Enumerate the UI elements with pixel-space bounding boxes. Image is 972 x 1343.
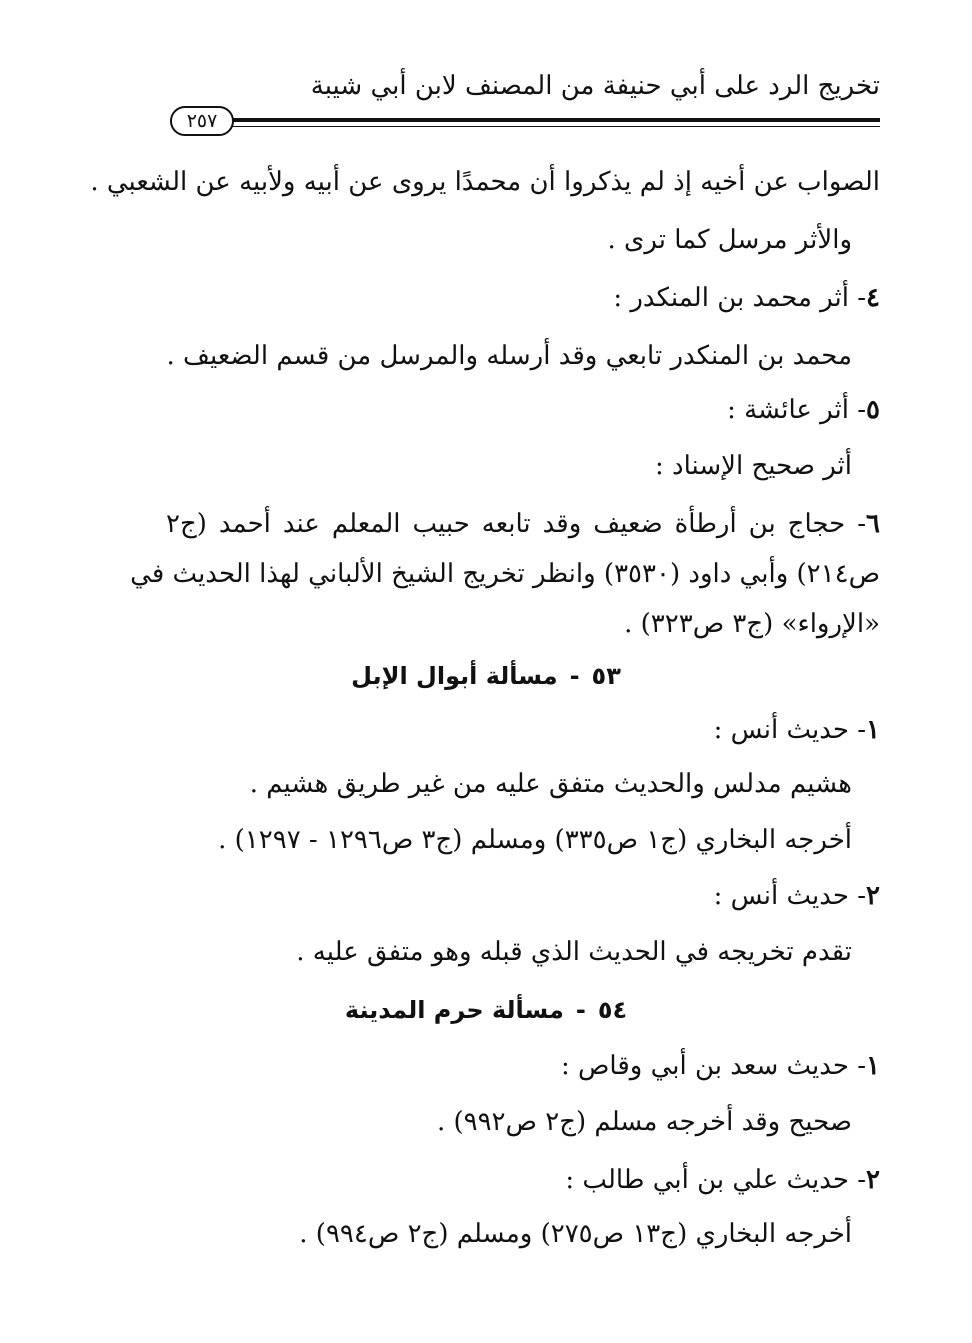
item-text: - حديث أنس : [713, 881, 867, 911]
item-number: ٢ [866, 1165, 880, 1195]
section-separator: - [569, 662, 580, 690]
text-line: تقدم تخريجه في الحديث الذي قبله وهو متفق عليه . [296, 937, 852, 967]
header-rule-thick [232, 118, 880, 122]
running-header: تخريج الرد على أبي حنيفة من المصنف لابن أبي شيبة [310, 71, 880, 101]
item-text: - حجاج بن أرطأة ضعيف وقد تابعه حبيب المعلم عند أحمد (ج٢ [166, 509, 867, 539]
item-text: - حديث علي بن أبي طالب : [565, 1165, 867, 1195]
text-line: محمد بن المنكدر تابعي وقد أرسله والمرسل من قسم الضعيف . [166, 341, 852, 371]
section-heading [0, 654, 972, 698]
section-number: ٥٤ [597, 996, 628, 1024]
item-text: - حديث سعد بن أبي وقاص : [560, 1051, 867, 1081]
numbered-item [166, 502, 880, 546]
numbered-item [613, 276, 880, 320]
section-number: ٥٣ [591, 662, 621, 690]
text-line: أخرجه البخاري (ج١ ص٣٣٥) ومسلم (ج٣ ص١٢٩٦ - ١٢٩٧) . [218, 825, 852, 855]
item-number: ٥ [866, 395, 880, 425]
numbered-item [727, 388, 880, 432]
item-number: ١ [866, 715, 880, 745]
text-line: الصواب عن أخيه إذ لم يذكروا أن محمدًا يروى عن أبيه ولأبيه عن الشعبي . [90, 167, 880, 197]
section-separator: - [575, 996, 586, 1024]
section-title: مسألة أبوال الإبل [351, 662, 558, 690]
text-line: أثر صحيح الإسناد : [654, 451, 852, 481]
text-line: هشيم مدلس والحديث متفق عليه من غير طريق هشيم . [249, 769, 852, 799]
text-line: «الإرواء» (ج٣ ص٣٢٣) . [624, 609, 880, 639]
numbered-item [714, 708, 880, 752]
item-text: - حديث أنس : [713, 715, 867, 745]
section-title: مسألة حرم المدينة [344, 996, 564, 1024]
page-number: ٢٥٧ [170, 106, 234, 136]
numbered-item [565, 1158, 880, 1202]
item-text: - أثر محمد بن المنكدر : [613, 283, 867, 313]
item-number: ١ [866, 1051, 880, 1081]
numbered-item [714, 874, 880, 918]
text-line: صحيح وقد أخرجه مسلم (ج٢ ص٩٩٢) . [436, 1107, 852, 1137]
text-line: ص٢١٤) وأبي داود (٣٥٣٠) وانظر تخريج الشيخ الألباني لهذا الحديث في [130, 559, 880, 589]
text-line: والأثر مرسل كما ترى . [607, 225, 852, 255]
item-number: ٤ [866, 283, 880, 313]
item-text: - أثر عائشة : [727, 395, 867, 425]
section-heading [0, 988, 972, 1032]
item-number: ٦ [866, 509, 880, 539]
item-number: ٢ [866, 881, 880, 911]
text-line: أخرجه البخاري (ج١٣ ص٢٧٥) ومسلم (ج٢ ص٩٩٤) . [299, 1219, 852, 1249]
header-rule-thin [232, 126, 880, 127]
numbered-item [561, 1044, 880, 1088]
